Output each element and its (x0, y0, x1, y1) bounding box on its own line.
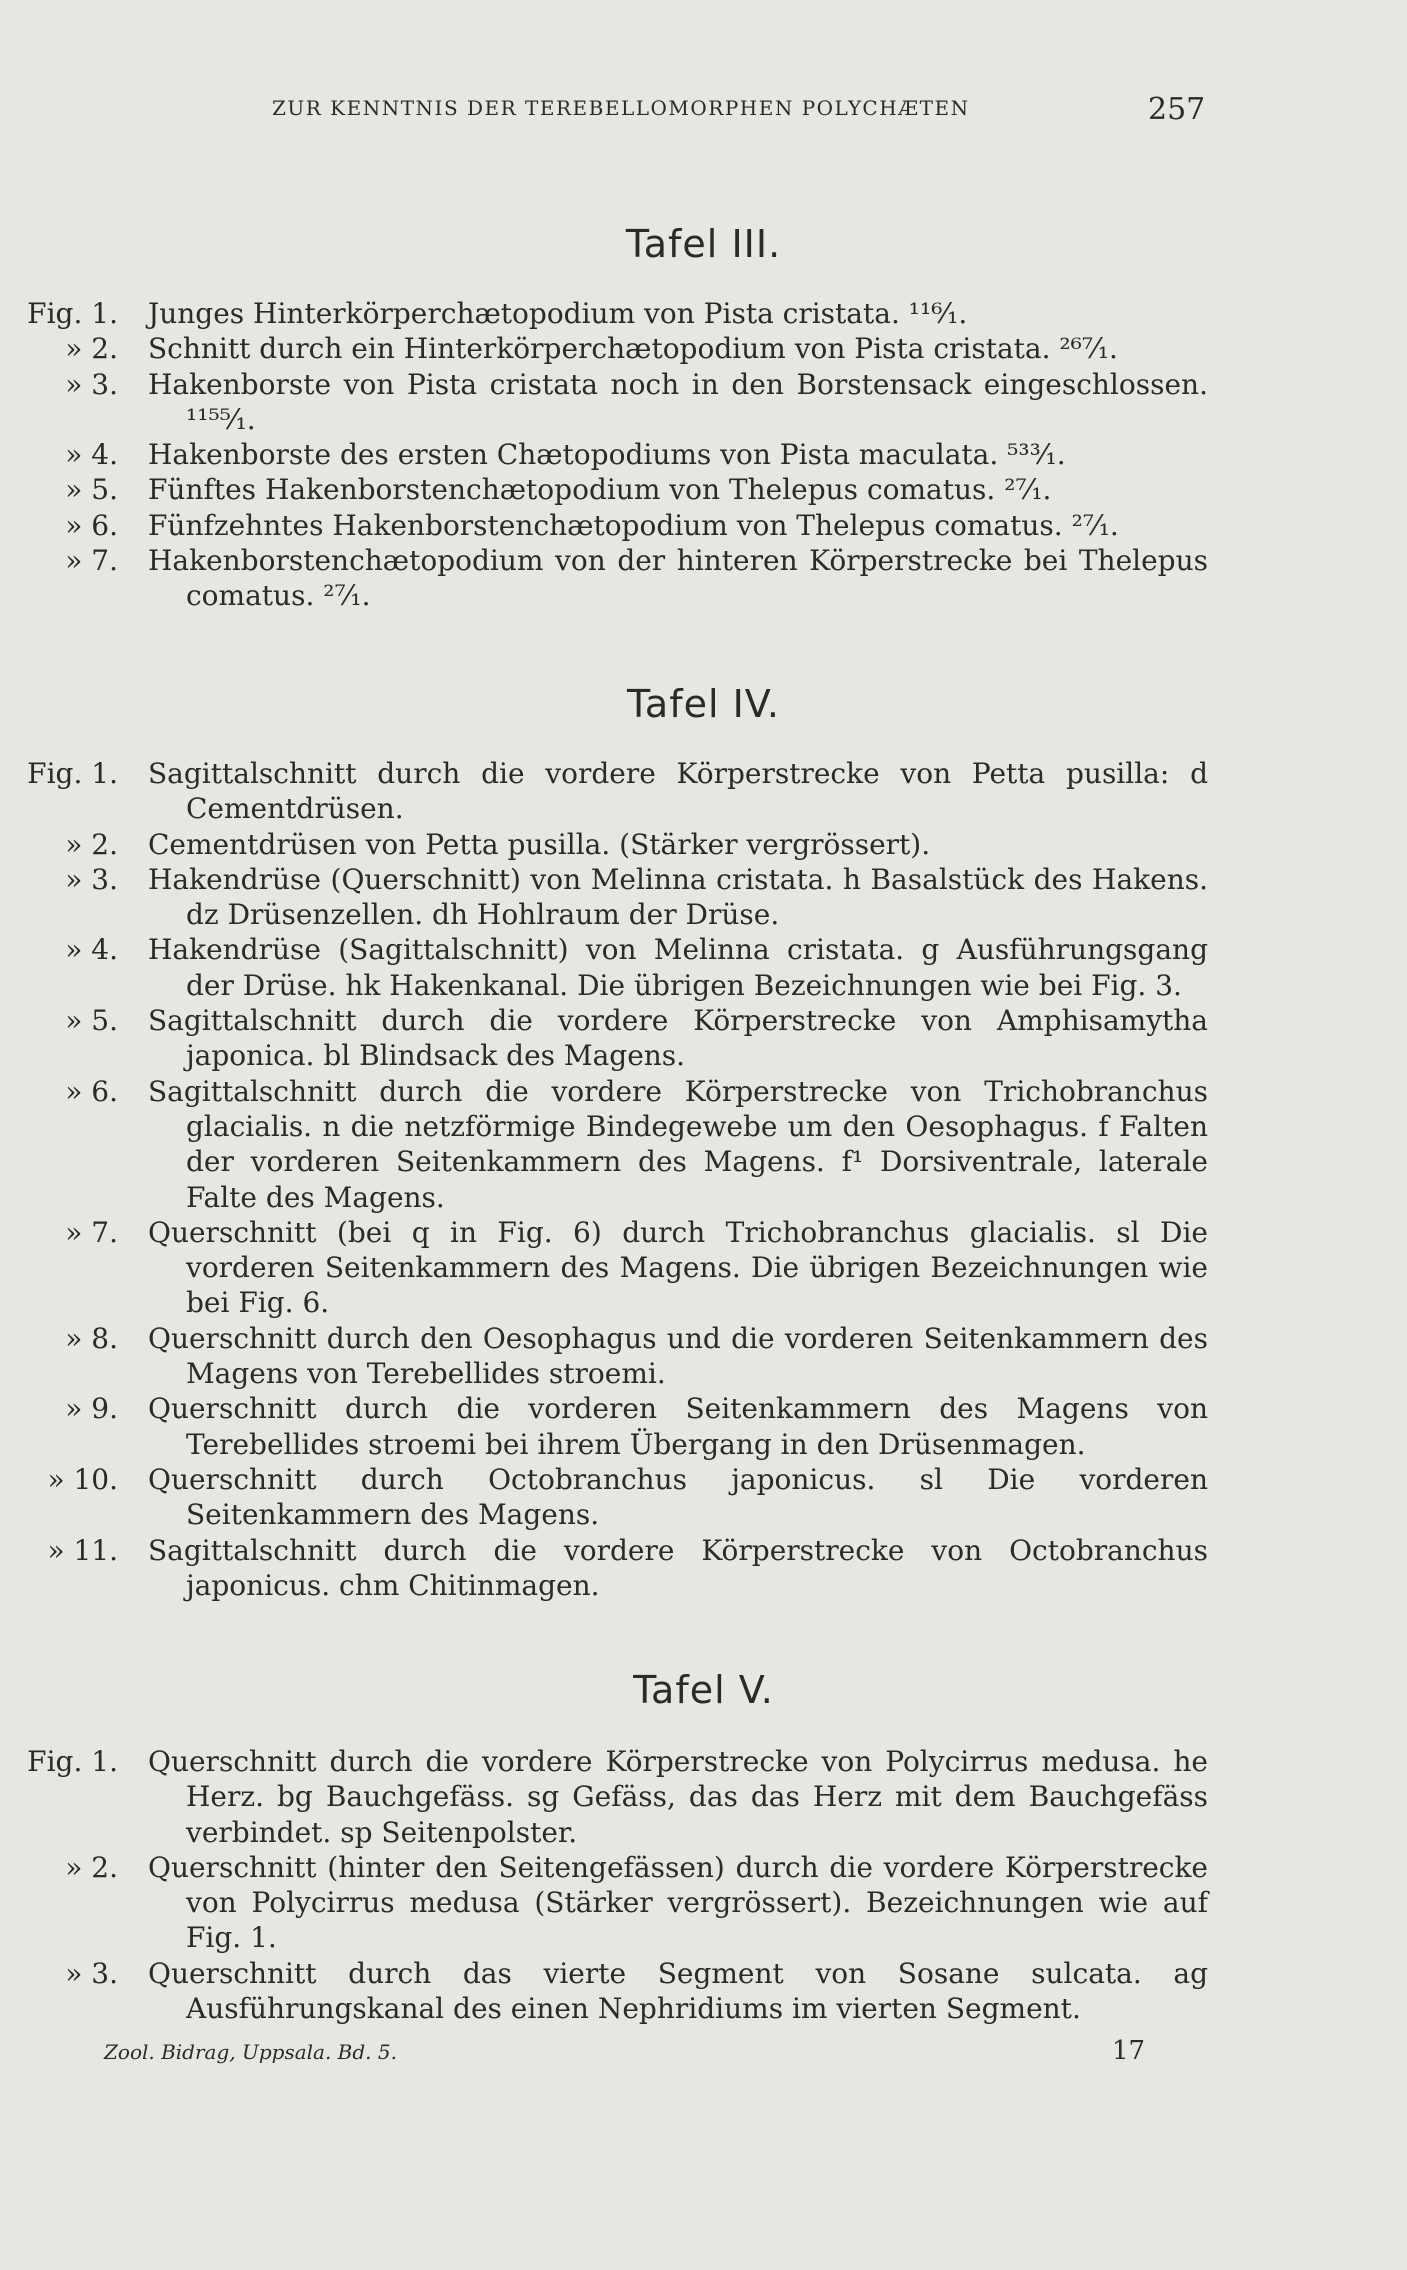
figure-item (0, 1956, 1407, 2027)
figure-item (0, 827, 1407, 862)
figure-label: » 10. (47, 1462, 118, 1496)
figure-label: » 6. (65, 508, 118, 542)
signature-mark: 17 (1112, 2036, 1146, 2066)
figure-label: » 2. (65, 332, 118, 366)
figure-caption: Sagittalschnitt durch die vordere Körperstrecke von Trichobranchus glacialis. n die netzförmige Bindegewebe um den Oesophagus. f Falten der vorderen Seitenkammern des Magens. f¹ Dorsiventrale, laterale Falte des Magens. (148, 1074, 1208, 1214)
figure-caption: Sagittalschnitt durch die vordere Körperstrecke von Amphisamytha japonica. bl Blindsack des Magens. (148, 1004, 1208, 1073)
figure-caption: Querschnitt (hinter den Seitengefässen) durch die vordere Körperstrecke von Polycirrus medusa (Stärker vergrössert). Bezeichnungen wie auf Fig. 1. (148, 1850, 1208, 1955)
figure-item (0, 1462, 1407, 1533)
figure-item (0, 543, 1407, 614)
figure-caption: Querschnitt durch den Oesophagus und die vorderen Seitenkammern des Magens von Terebellides stroemi. (148, 1321, 1208, 1391)
figure-label: Fig. 1. (27, 1745, 118, 1778)
figure-caption: Schnitt durch ein Hinterkörperchætopodium von Pista cristata. ²⁶⁷⁄₁. (148, 332, 1118, 366)
figure-label: » 5. (65, 473, 118, 507)
figure-caption: Querschnitt durch die vorderen Seitenkammern des Magens von Terebellides stroemi bei ihrem Übergang in den Drüsenmagen. (148, 1392, 1208, 1461)
figure-caption: Cementdrüsen von Petta pusilla. (Stärker vergrössert). (148, 827, 931, 861)
figure-item (0, 1321, 1407, 1392)
figure-label: » 7. (65, 1215, 118, 1249)
figure-label: » 7. (65, 544, 118, 578)
figure-caption: Sagittalschnitt durch die vordere Körperstrecke von Petta pusilla: d Cementdrüsen. (148, 757, 1208, 826)
figure-item (0, 1074, 1407, 1215)
figure-caption: Hakenborste von Pista cristata noch in den Borstensack eingeschlossen. ¹¹⁵⁵⁄₁. (148, 367, 1208, 436)
page-header (0, 92, 1407, 132)
footer-source: Zool. Bidrag, Uppsala. Bd. 5. (104, 2040, 397, 2064)
figure-item (0, 1003, 1407, 1074)
figure-item (0, 508, 1407, 543)
figure-item (0, 296, 1407, 331)
running-title: ZUR KENNTNIS DER TEREBELLOMORPHEN POLYCHÆTEN (272, 96, 970, 120)
plate-title: Tafel III. (625, 222, 782, 266)
figure-list (0, 756, 1407, 1603)
figure-item (0, 1391, 1407, 1462)
figure-item (0, 1850, 1407, 1956)
figure-item (0, 367, 1407, 438)
figure-label: » 5. (65, 1004, 118, 1038)
figure-item (0, 437, 1407, 472)
figure-item (0, 1533, 1407, 1604)
figure-label: » 9. (65, 1392, 118, 1426)
figure-caption: Hakenborstenchætopodium von der hinteren Körperstrecke bei Thelepus comatus. ²⁷⁄₁. (148, 544, 1208, 613)
figure-label: » 4. (65, 438, 118, 472)
figure-item (0, 1215, 1407, 1321)
figure-caption: Hakendrüse (Sagittalschnitt) von Melinna cristata. g Ausführungsgang der Drüse. hk Hakenkanal. Die übrigen Bezeichnungen wie bei Fig. 3. (148, 933, 1208, 1002)
figure-caption: Fünftes Hakenborstenchætopodium von Thelepus comatus. ²⁷⁄₁. (148, 473, 1052, 507)
figure-caption: Junges Hinterkörperchætopodium von Pista cristata. ¹¹⁶⁄₁. (148, 297, 968, 330)
figure-label: » 3. (65, 862, 118, 896)
figure-list (0, 296, 1407, 614)
figure-caption: Querschnitt durch die vordere Körperstrecke von Polycirrus medusa. he Herz. bg Bauchgefäss. sg Gefäss, das das Herz mit dem Bauchgefäss verbindet. sp Seitenpolster. (148, 1745, 1208, 1849)
figure-caption: Querschnitt durch Octobranchus japonicus. sl Die vorderen Seitenkammern des Magens. (148, 1462, 1208, 1532)
figure-item (0, 331, 1407, 366)
figure-label: » 8. (65, 1321, 118, 1355)
figure-label: » 2. (65, 827, 118, 861)
figure-label: » 2. (65, 1850, 118, 1884)
plate-title: Tafel IV. (627, 682, 780, 726)
figure-item (0, 1744, 1407, 1850)
figure-label: » 3. (65, 1956, 118, 1990)
figure-caption: Fünfzehntes Hakenborstenchætopodium von Thelepus comatus. ²⁷⁄₁. (148, 508, 1119, 542)
figure-caption: Querschnitt durch das vierte Segment von Sosane sulcata. ag Ausführungskanal des einen Nephridiums im vierten Segment. (148, 1956, 1208, 2026)
figure-label: Fig. 1. (27, 757, 118, 790)
figure-item (0, 756, 1407, 827)
figure-label: » 4. (65, 933, 118, 967)
figure-list (0, 1744, 1407, 2026)
figure-item (0, 862, 1407, 933)
page-number: 257 (1148, 92, 1206, 127)
figure-caption: Hakenborste des ersten Chætopodiums von Pista maculata. ⁵³³⁄₁. (148, 438, 1066, 472)
figure-item (0, 472, 1407, 507)
figure-label: » 3. (65, 367, 118, 401)
figure-label: » 6. (65, 1074, 118, 1108)
figure-item (0, 932, 1407, 1003)
figure-caption: Hakendrüse (Querschnitt) von Melinna cristata. h Basalstück des Hakens. dz Drüsenzellen. dh Hohlraum der Drüse. (148, 862, 1208, 932)
figure-label: » 11. (47, 1533, 118, 1567)
plate-title: Tafel V. (633, 1668, 774, 1712)
figure-caption: Querschnitt (bei q in Fig. 6) durch Trichobranchus glacialis. sl Die vorderen Seitenkammern des Magens. Die übrigen Bezeichnungen wie bei Fig. 6. (148, 1215, 1208, 1320)
figure-caption: Sagittalschnitt durch die vordere Körperstrecke von Octobranchus japonicus. chm Chitinmagen. (148, 1533, 1208, 1602)
figure-label: Fig. 1. (27, 297, 118, 330)
